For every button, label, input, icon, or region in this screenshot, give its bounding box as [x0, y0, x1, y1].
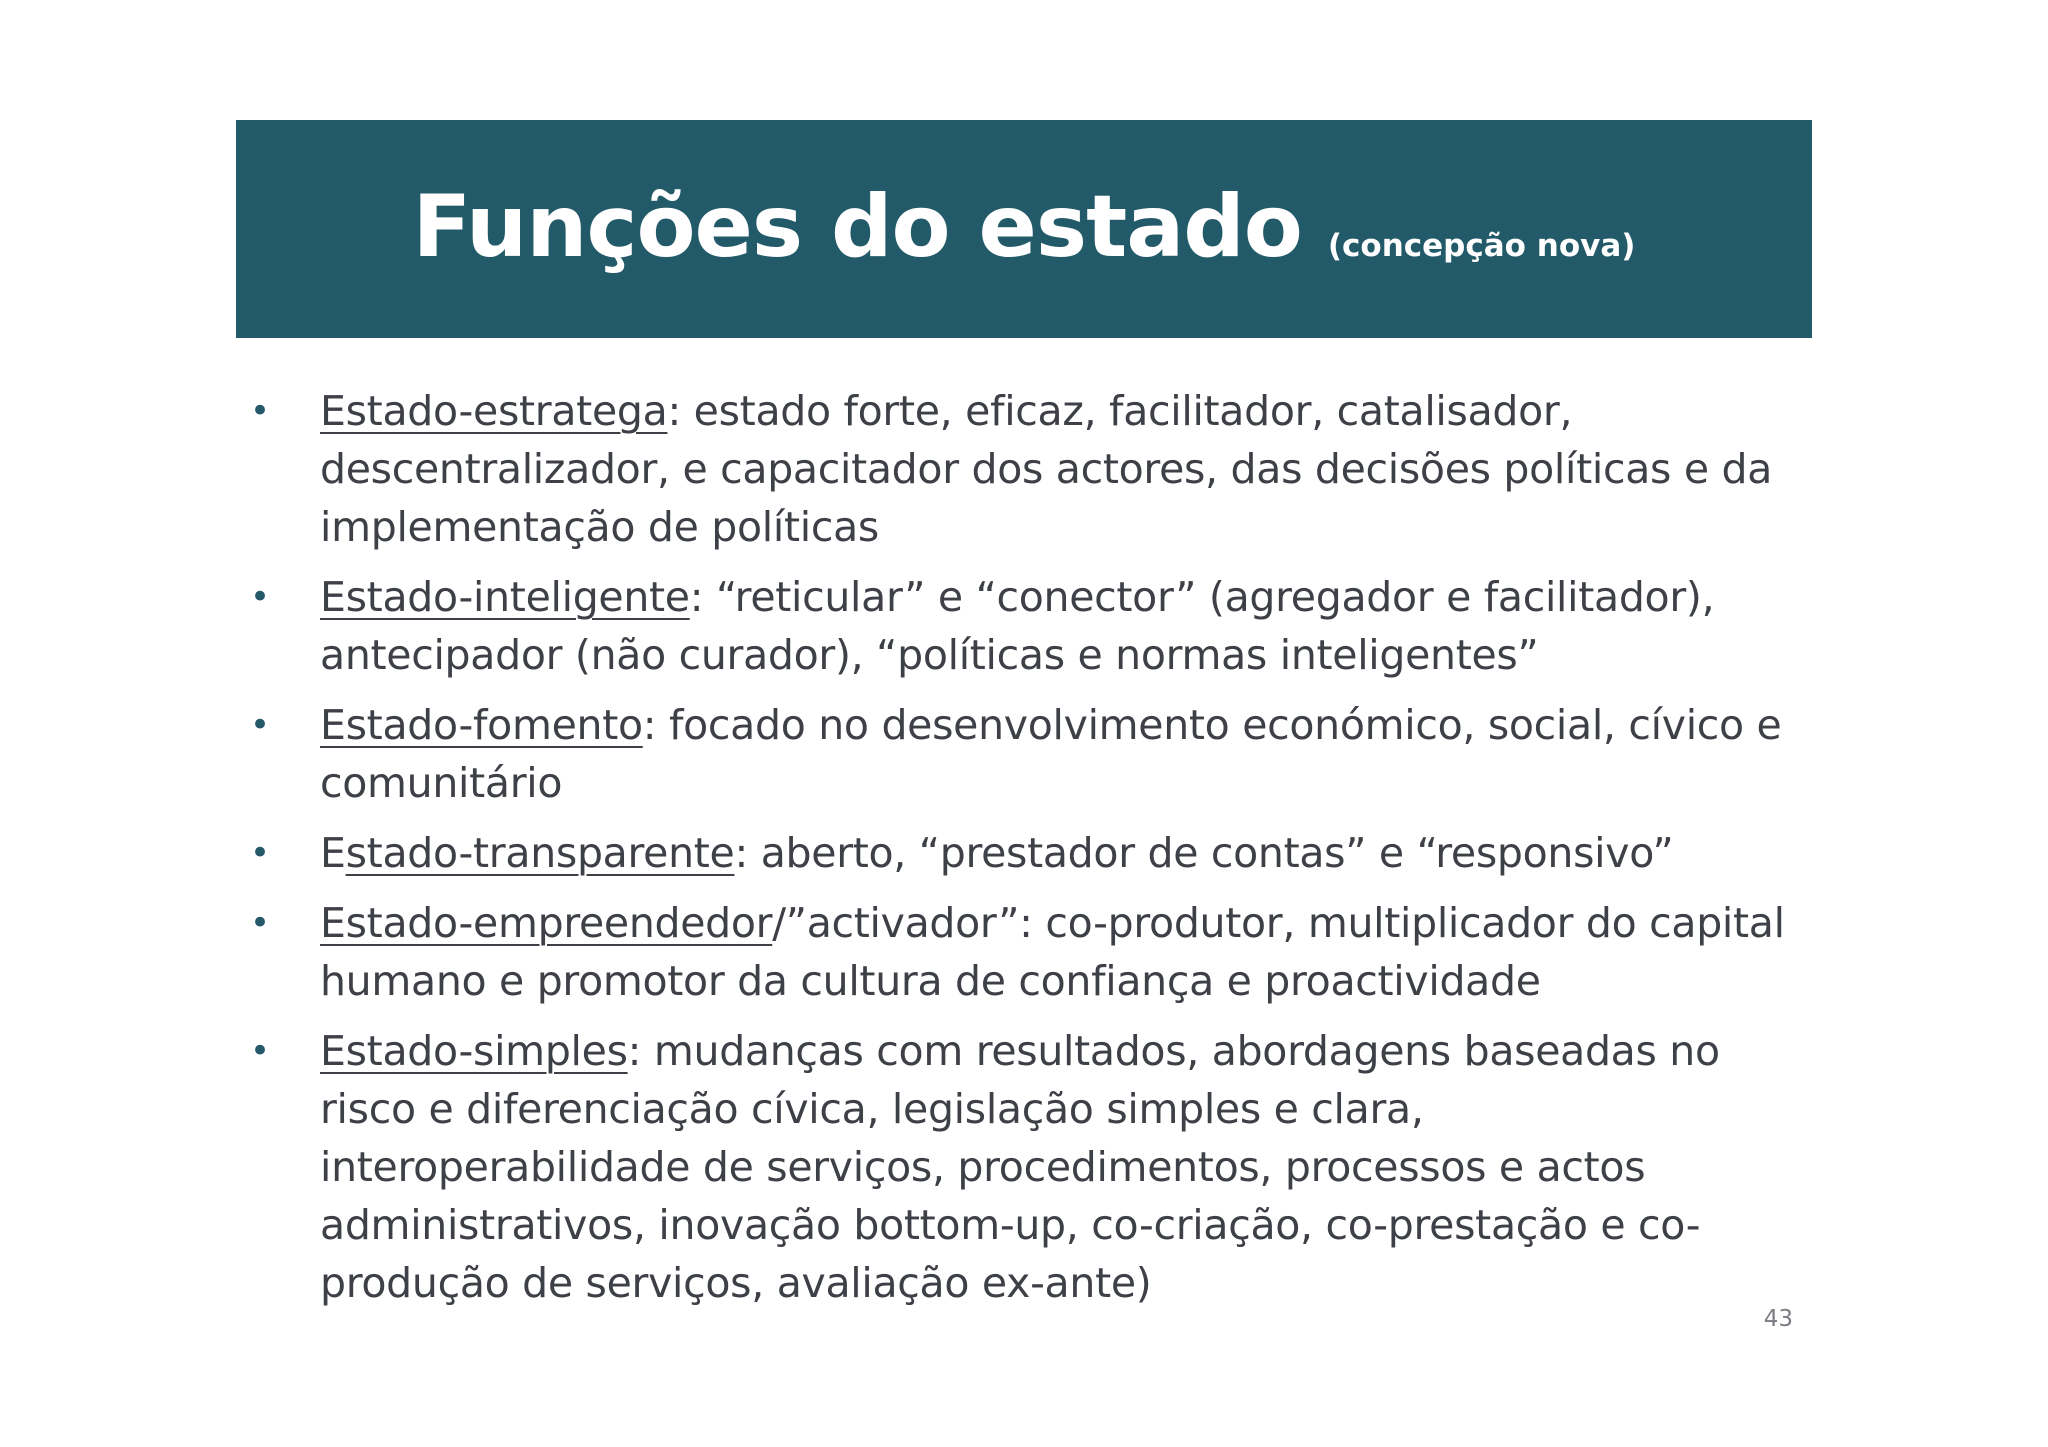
bullet-icon: •: [250, 1031, 270, 1071]
bullet-icon: •: [250, 391, 270, 431]
bullet-term-prefix: E: [320, 829, 346, 877]
bullet-text: : “reticular” e “conector” (agregador e facilitador), antecipador (não curador), “políticas e normas inteligentes”: [320, 573, 1715, 679]
bullet-icon: •: [250, 705, 270, 745]
bullet-item-transparente: [250, 824, 1790, 882]
title-group: [413, 177, 1636, 277]
bullet-item-fomento: [250, 696, 1790, 812]
bullet-term: Estado-inteligente: [320, 573, 690, 621]
title-bar: [236, 120, 1812, 338]
bullet-icon: •: [250, 903, 270, 943]
bullet-term: Estado-fomento: [320, 701, 643, 749]
bullet-item-empreendedor: [250, 894, 1790, 1010]
bullet-term: Estado-empreendedor: [320, 899, 773, 947]
bullet-item-simples: [250, 1022, 1790, 1312]
bullet-text: : mudanças com resultados, abordagens baseadas no risco e diferenciação cívica, legislação simples e clara, interoperabilidade de serviços, procedimentos, processos e actos administrativos, inovação bottom-up, co-criação, co-prestação e co-produção de serviços, avaliação ex-ante): [320, 1027, 1720, 1307]
bullet-text: : aberto, “prestador de contas” e “responsivo”: [734, 829, 1674, 877]
bullet-term: stado-transparente: [345, 829, 735, 877]
bullet-icon: •: [250, 833, 270, 873]
bullet-item-inteligente: [250, 568, 1790, 684]
bullet-text: : estado forte, eficaz, facilitador, catalisador, descentralizador, e capacitador dos actores, das decisões políticas e da implementação de políticas: [320, 387, 1773, 551]
bullet-item-estratega: [250, 382, 1790, 556]
bullet-text: : focado no desenvolvimento económico, social, cívico e comunitário: [320, 701, 1782, 807]
page-number: 43: [1763, 1306, 1793, 1332]
bullet-list: [250, 382, 1790, 1324]
slide-title: Funções do estado: [412, 177, 1302, 277]
bullet-term: Estado-simples: [320, 1027, 628, 1075]
slide-subtitle: (concepção nova): [1327, 228, 1636, 264]
bullet-icon: •: [250, 577, 270, 617]
bullet-text: /”activador”: co-produtor, multiplicador do capital humano e promotor da cultura de confiança e proactividade: [320, 899, 1785, 1005]
bullet-term: Estado-estratega: [320, 387, 668, 435]
